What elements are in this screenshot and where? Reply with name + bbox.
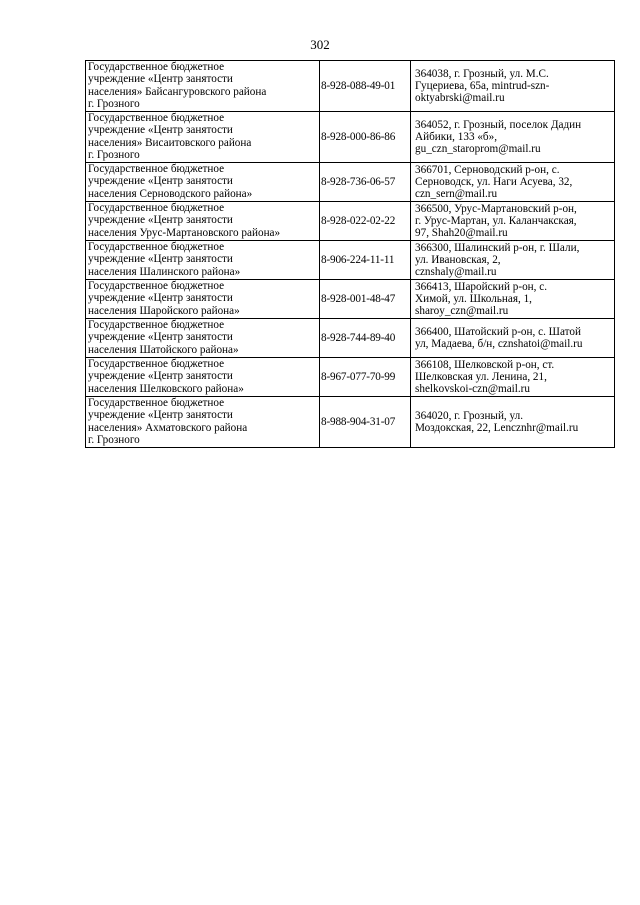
table-row	[86, 163, 615, 202]
institution-name-cell: Государственное бюджетное учреждение «Центр занятости населения Шатойского района»	[86, 319, 320, 358]
address-cell: 366108, Шелковской р-он, ст. Шелковская ул. Ленина, 21, shelkovskoi-czn@mail.ru	[411, 358, 615, 397]
institution-name-cell: Государственное бюджетное учреждение «Центр занятости населения» Висаитовского района г. Грозного	[86, 112, 320, 163]
table-row	[86, 241, 615, 280]
institution-name-cell: Государственное бюджетное учреждение «Центр занятости населения» Байсангуровского района г. Грозного	[86, 61, 320, 112]
address-cell: 364052, г. Грозный, поселок Дадин Айбики, 133 «б», gu_czn_staroprom@mail.ru	[411, 112, 615, 163]
table-row	[86, 202, 615, 241]
table-row	[86, 280, 615, 319]
phone-cell: 8-928-022-02-22	[320, 202, 411, 241]
address-cell: 366400, Шатойский р-он, с. Шатой ул, Мадаева, б/н, cznshatoi@mail.ru	[411, 319, 615, 358]
address-cell: 366500, Урус-Мартановский р-он, г. Урус-Мартан, ул. Каланчакская, 97, Shah20@mail.ru	[411, 202, 615, 241]
page-number: 302	[310, 37, 330, 52]
institution-name-cell: Государственное бюджетное учреждение «Центр занятости населения Серноводского района»	[86, 163, 320, 202]
table-row	[86, 397, 615, 448]
phone-cell: 8-928-088-49-01	[320, 61, 411, 112]
table-row	[86, 319, 615, 358]
table-row	[86, 61, 615, 112]
employment-centers-table	[85, 60, 615, 448]
address-cell: 364038, г. Грозный, ул. М.С. Гуцериева, 65а, mintrud-szn- oktyabrski@mail.ru	[411, 61, 615, 112]
phone-cell: 8-928-001-48-47	[320, 280, 411, 319]
address-cell: 366300, Шалинский р-он, г. Шали, ул. Ивановская, 2, cznshaly@mail.ru	[411, 241, 615, 280]
phone-cell: 8-928-744-89-40	[320, 319, 411, 358]
phone-cell: 8-906-224-11-11	[320, 241, 411, 280]
table-row	[86, 112, 615, 163]
institution-name-cell: Государственное бюджетное учреждение «Центр занятости населения Шаройского района»	[86, 280, 320, 319]
institution-name-cell: Государственное бюджетное учреждение «Центр занятости населения Шалинского района»	[86, 241, 320, 280]
institution-name-cell: Государственное бюджетное учреждение «Центр занятости населения Шелковского района»	[86, 358, 320, 397]
phone-cell: 8-928-736-06-57	[320, 163, 411, 202]
table-row	[86, 358, 615, 397]
phone-cell: 8-967-077-70-99	[320, 358, 411, 397]
institution-name-cell: Государственное бюджетное учреждение «Центр занятости населения» Ахматовского района г. Грозного	[86, 397, 320, 448]
address-cell: 364020, г. Грозный, ул. Моздокская, 22, Lencznhr@mail.ru	[411, 397, 615, 448]
address-cell: 366413, Шаройский р-он, с. Химой, ул. Школьная, 1, sharoy_czn@mail.ru	[411, 280, 615, 319]
institution-name-cell: Государственное бюджетное учреждение «Центр занятости населения Урус-Мартановского района»	[86, 202, 320, 241]
phone-cell: 8-988-904-31-07	[320, 397, 411, 448]
address-cell: 366701, Серноводский р-он, с. Серноводск, ул. Наги Асуева, 32, czn_sern@mail.ru	[411, 163, 615, 202]
phone-cell: 8-928-000-86-86	[320, 112, 411, 163]
